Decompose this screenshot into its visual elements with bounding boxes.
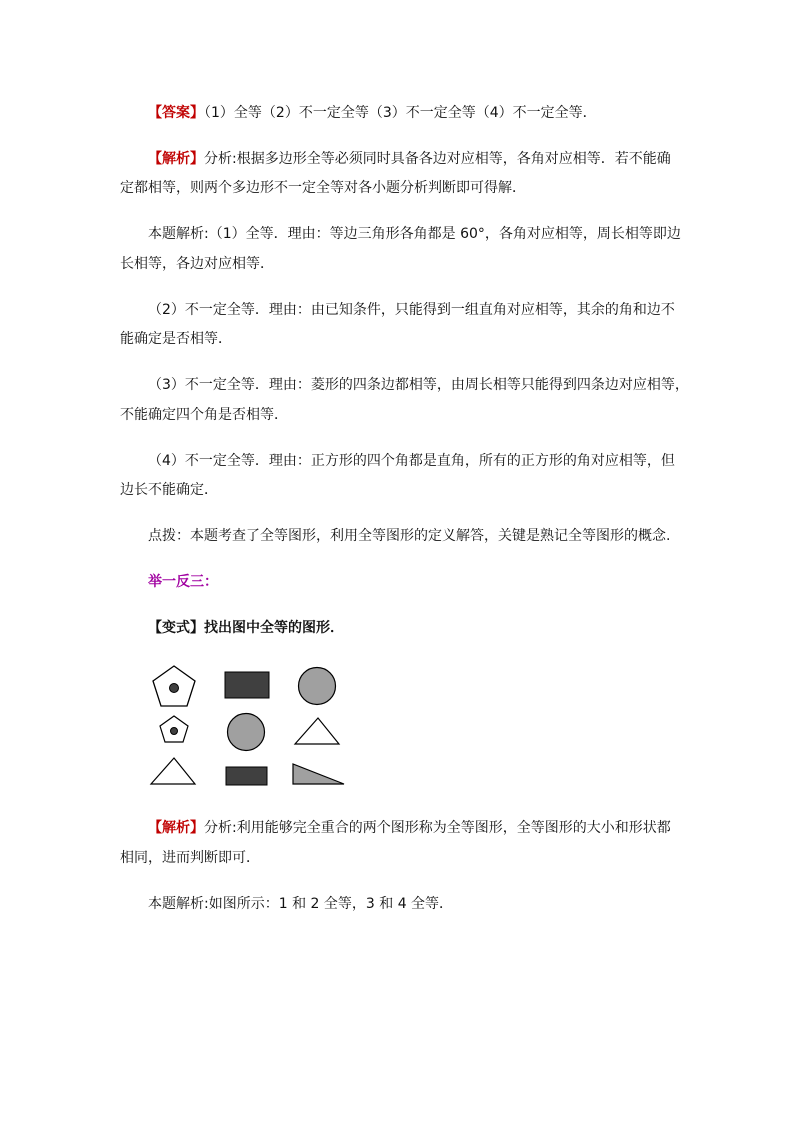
- large-pentagon-dot: [170, 684, 179, 693]
- answer-text: （1）全等（2）不一定全等（3）不一定全等（4）不一定全等．: [204, 105, 597, 121]
- outline-triangle-2: [151, 758, 195, 784]
- variant-line: [148, 620, 680, 636]
- small-pentagon-dot: [171, 728, 178, 735]
- solution-p4-line-2: 边长不能确定．: [120, 482, 218, 498]
- analysis-line-2: 定都相等，则两个多边形不一定全等对各小题分析判断即可得解．: [120, 180, 526, 196]
- variant-tag: 【变式】: [148, 620, 204, 636]
- gray-triangle: [293, 764, 344, 784]
- analysis2-line-1: [148, 820, 680, 836]
- answer-line: [148, 105, 680, 121]
- shapes-figure: [140, 655, 370, 795]
- solution-p4-line-1: （4）不一定全等．理由：正方形的四个角都是直角，所有的正方形的角对应相等，但: [148, 453, 675, 469]
- solution-p2-line-1: （2）不一定全等．理由：由已知条件，只能得到一组直角对应相等，其余的角和边不: [148, 302, 675, 318]
- outline-triangle-1: [295, 718, 339, 744]
- tip-line: 点拨：本题考查了全等图形，利用全等图形的定义解答，关键是熟记全等图形的概念.: [148, 528, 671, 544]
- solution-p3-line-1: （3）不一定全等．理由：菱形的四条边都相等，由周长相等只能得到四条边对应相等，: [148, 377, 689, 393]
- final-line: 本题解析:如图所示：1 和 2 全等，3 和 4 全等．: [148, 896, 454, 912]
- analysis2-text-1: 分析:利用能够完全重合的两个图形称为全等图形，全等图形的大小和形状都: [204, 820, 671, 836]
- analysis-line-1: [148, 151, 680, 167]
- gray-circle-1: [299, 668, 336, 705]
- section-title: 举一反三：: [148, 574, 218, 590]
- gray-circle-2: [228, 714, 265, 751]
- dark-rectangle-large: [225, 672, 269, 698]
- answer-tag: 【答案】: [148, 105, 204, 121]
- analysis2-tag: 【解析】: [148, 820, 204, 836]
- solution-p1-line-1: 本题解析:（1）全等．理由：等边三角形各角都是 60°，各角对应相等，周长相等即边: [148, 226, 681, 242]
- solution-p1-line-2: 长相等，各边对应相等．: [120, 256, 274, 272]
- dark-rectangle-small: [226, 767, 267, 785]
- analysis-tag: 【解析】: [148, 151, 204, 167]
- solution-p3-line-2: 不能确定四个角是否相等．: [120, 407, 288, 423]
- analysis-text-1: 分析:根据多边形全等必须同时具备各边对应相等，各角对应相等．若不能确: [204, 151, 671, 167]
- solution-p2-line-2: 能确定是否相等．: [120, 331, 232, 347]
- variant-text: 找出图中全等的图形．: [204, 620, 344, 636]
- analysis2-line-2: 相同，进而判断即可．: [120, 850, 260, 866]
